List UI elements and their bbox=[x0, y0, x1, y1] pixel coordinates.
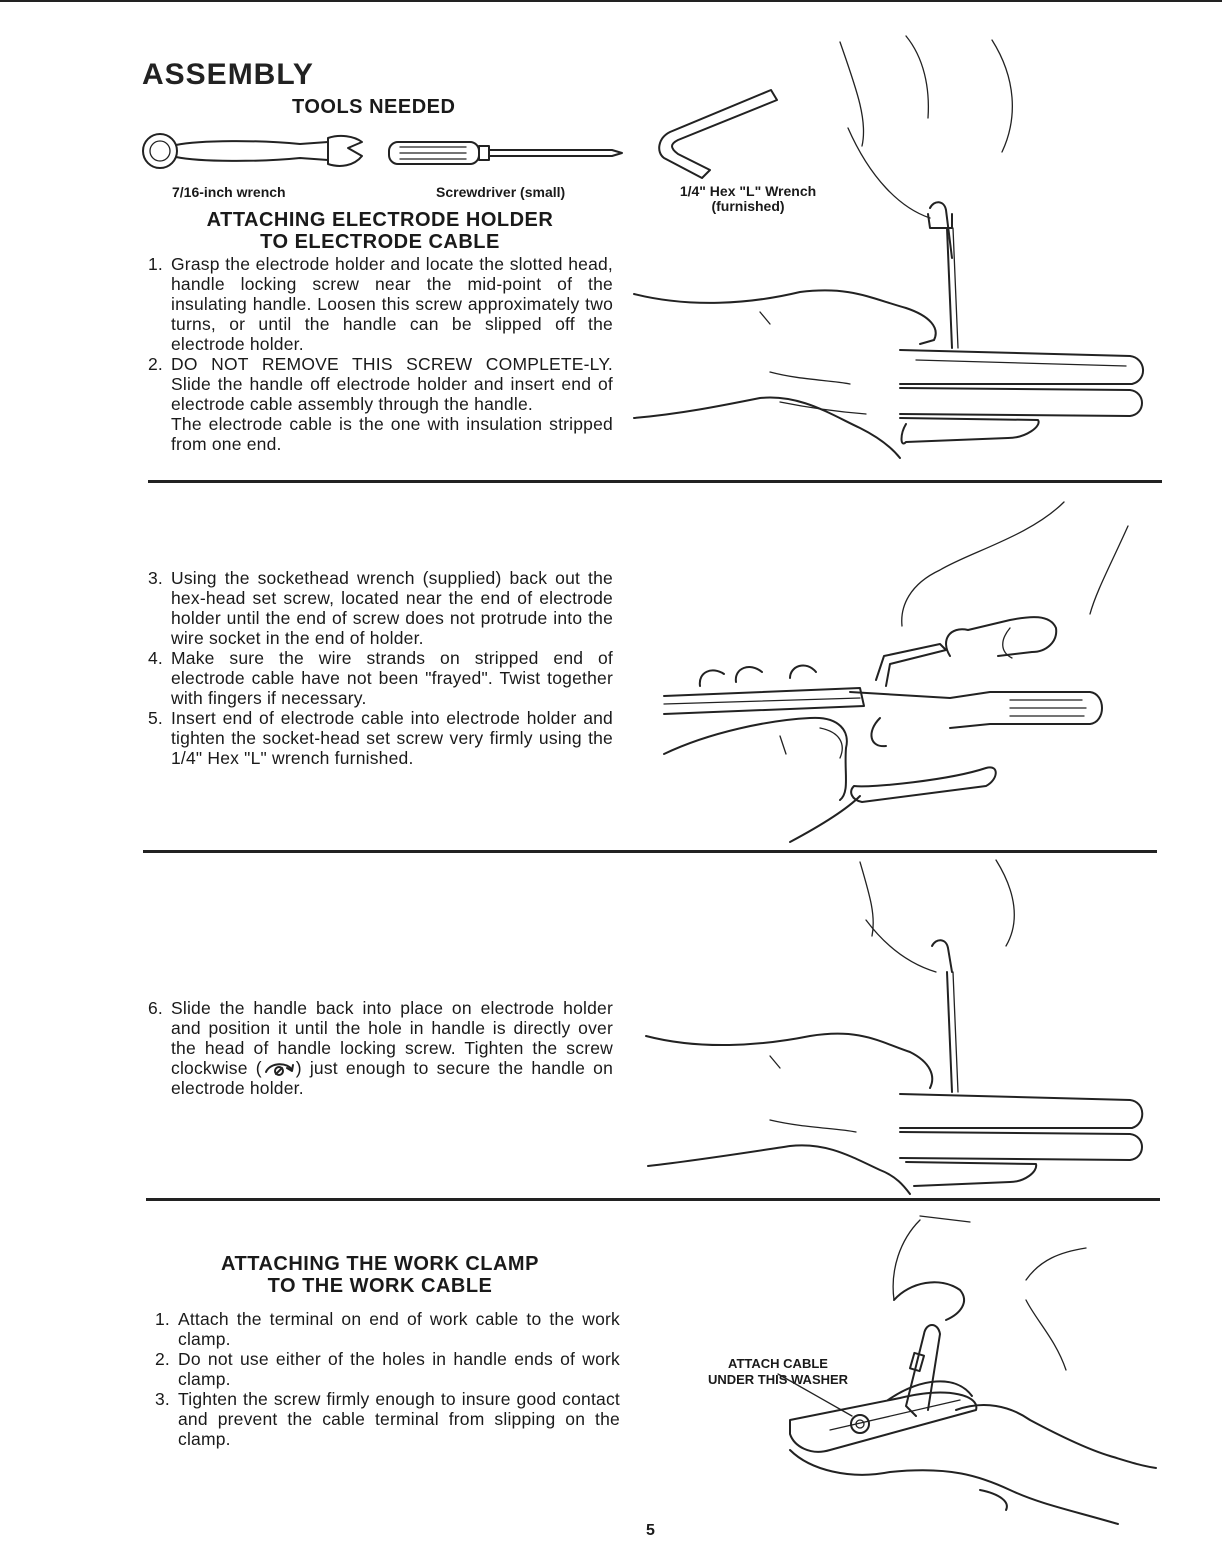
electrode-holder-illustration-3 bbox=[640, 856, 1150, 1196]
screwdriver-icon bbox=[386, 136, 626, 170]
page-title: ASSEMBLY bbox=[142, 58, 314, 91]
section1-heading-line1: ATTACHING ELECTRODE HOLDER bbox=[206, 209, 554, 231]
section4-heading-line2: TO THE WORK CABLE bbox=[267, 1275, 493, 1297]
section4-steps bbox=[155, 1309, 620, 1449]
list-item: 6. Slide the handle back into place on electrode holder and position it until the hole in handle is directly over the head of handle locking screw. Tighten the screw clockwise ( ) just enough to secure the handle on electrode holder. bbox=[148, 998, 613, 1098]
electrode-holder-illustration-1 bbox=[630, 28, 1150, 468]
section1-heading bbox=[150, 209, 610, 253]
section-divider bbox=[143, 850, 1157, 853]
hex-wrench-sublabel: (furnished) bbox=[711, 198, 785, 214]
section1-note: The electrode cable is the one with insulation stripped from one end. bbox=[171, 414, 613, 454]
top-border bbox=[0, 0, 1222, 2]
clockwise-arrow-icon bbox=[262, 1060, 296, 1076]
washer-callout-line2: UNDER THIS WASHER bbox=[707, 1372, 849, 1387]
section1-heading-line2: TO ELECTRODE CABLE bbox=[260, 231, 500, 253]
list-item: 1. Grasp the electrode holder and locate the slotted head, handle locking screw near the mid-point of the insulating handle. Loosen this screw approximately two turns, or until the handle can be slipped off the electrode holder. bbox=[148, 254, 613, 354]
screwdriver-caption: Screwdriver (small) bbox=[436, 184, 566, 200]
section4-heading-line1: ATTACHING THE WORK CLAMP bbox=[221, 1253, 539, 1275]
washer-callout-line1: ATTACH CABLE bbox=[728, 1356, 828, 1371]
section-divider bbox=[146, 1198, 1160, 1201]
list-item: 2. Do not use either of the holes in handle ends of work clamp. bbox=[155, 1349, 620, 1389]
section3-steps bbox=[148, 998, 613, 1098]
list-item: 2. DO NOT REMOVE THIS SCREW COMPLETE-LY. Slide the handle off electrode holder and insert end of electrode cable assembly through the handle. bbox=[148, 354, 613, 414]
list-item: 1. Attach the terminal on end of work cable to the work clamp. bbox=[155, 1309, 620, 1349]
wrench-caption: 7/16-inch wrench bbox=[172, 184, 286, 200]
electrode-holder-illustration-2 bbox=[650, 496, 1140, 846]
tools-needed-heading: TOOLS NEEDED bbox=[292, 96, 456, 118]
wrench-icon bbox=[140, 126, 380, 176]
section4-heading bbox=[150, 1253, 610, 1297]
list-item: 3. Using the sockethead wrench (supplied) back out the hex-head set screw, located near the end of electrode holder until the end of screw does not protrude into the wire socket in the end of holder. bbox=[148, 568, 613, 648]
list-item: 5. Insert end of electrode cable into electrode holder and tighten the socket-head set screw very firmly using the 1/4" Hex "L" wrench furnished. bbox=[148, 708, 613, 768]
section1-steps bbox=[148, 254, 613, 454]
work-clamp-illustration bbox=[770, 1210, 1170, 1530]
list-item: 3. Tighten the screw firmly enough to insure good contact and prevent the cable terminal from slipping on the clamp. bbox=[155, 1389, 620, 1449]
hex-wrench-label: 1/4" Hex "L" Wrench bbox=[679, 183, 817, 199]
page-number: 5 bbox=[646, 1522, 655, 1539]
section2-steps bbox=[148, 568, 613, 768]
section-divider bbox=[148, 480, 1162, 483]
list-item: 4. Make sure the wire strands on stripped end of electrode cable have not been "frayed". Twist together with fingers if necessary. bbox=[148, 648, 613, 708]
